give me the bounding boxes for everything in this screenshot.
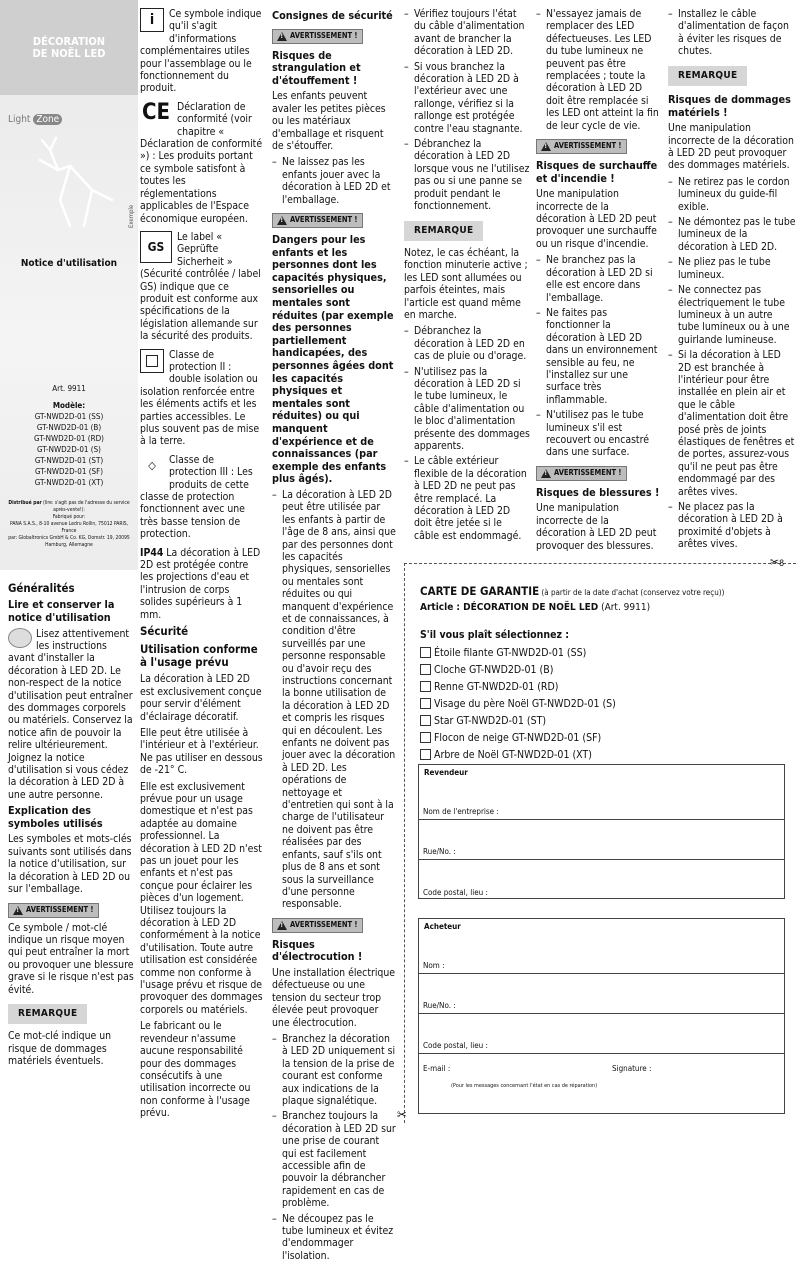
list-item: – Le câble extérieur flexible de la décoration à LED 2D ne peut pas être remplacé. La décoration à LED 2D doit être jetée si le câble est endommagé. — [404, 455, 530, 542]
remark-badge: REMARQUE — [668, 66, 747, 86]
models-heading: Modèle: — [52, 401, 86, 410]
explic-text: Les symboles et mots-clés suivants sont utilisés dans la notice d'utilisation, sur la décoration à LED 2D ou sur l'emballage. — [8, 833, 132, 896]
checkbox[interactable] — [420, 698, 431, 709]
gs-text: Le label « Geprüfte Sicherheit » (Sécurité contrôlée / label GS) indique que ce produit est conforme aux spécifications de la législation allemande sur la sécurité des produits. — [140, 230, 261, 343]
material-damage-heading: Risques de dommages matériels ! — [668, 93, 791, 119]
dangers-list — [272, 489, 396, 911]
signature-field[interactable]: Signature : — [612, 1064, 652, 1073]
ce-text: Déclaration de conformité (voir chapitre « Déclaration de conformité ») : Les produits portant ce symbole satisfont à toutes les réglementations applicables de l'Espace économique européen. — [140, 100, 263, 225]
injury-heading: Risques de blessures ! — [536, 485, 660, 499]
lire-heading: Lire et conserver la notice d'utilisation — [8, 598, 115, 624]
warranty-title: CARTE DE GARANTIE (à partir de la date d'achat (conservez votre reçu)) — [420, 584, 725, 598]
cover-panel — [0, 0, 138, 570]
cable-list — [404, 8, 530, 213]
damage-list — [404, 325, 530, 542]
usage-text-1: La décoration à LED 2D est exclusivement conçue pour servir d'élément d'éclairage décoratif. — [140, 673, 262, 723]
electrocution-list — [272, 1033, 396, 1262]
material-damage-list — [668, 176, 796, 551]
remark-text: Ce mot-clé indique un risque de dommages matériels éventuels. — [8, 1030, 112, 1068]
checkbox[interactable] — [420, 647, 431, 658]
buyer-heading: Acheteur — [424, 922, 461, 931]
ip44-text: La décoration à LED 2D est protégée contre les projections d'eau et l'intrusion de corps solides supérieurs à 1 mm. — [140, 546, 261, 621]
strangulation-list — [272, 156, 396, 206]
column-5 — [536, 8, 660, 556]
warn-text: Ce symbole / mot-clé indique un risque moyen qui peut entraîner la mort ou provoquer une blessure grave si le risque n'est pas évité. — [8, 921, 134, 996]
warning-badge: ! AVERTISSEMENT ! — [536, 139, 627, 154]
book-icon — [8, 628, 32, 648]
model-item: GT-NWD2D-01 (XT) — [34, 478, 104, 487]
cover-title-line2: DE NOËL LED — [32, 47, 106, 60]
info-icon: i — [140, 8, 164, 32]
class3-icon: ◇ — [148, 458, 156, 472]
distributor-info: Distribué par (lire: s'agit pas de l'adresse du service après-vente!): Fabriqué pour: PANA S.A.S., 8-10 avenue Ledru Rollin, 75012 PARIS, France par: Globaltronics GmbH & Co. KG, Domstr. 19, 20095 Hamburg, Allemagne — [8, 500, 130, 548]
remark-badge: REMARQUE — [8, 1004, 87, 1024]
cut-line-horizontal — [404, 563, 796, 564]
column-3 — [272, 8, 396, 1266]
scissors-icon: ✂8 — [770, 555, 785, 569]
model-item: GT-NWD2D-01 (B) — [36, 423, 102, 432]
example-label: Exemple — [128, 204, 135, 228]
column-4 — [404, 8, 530, 546]
list-item: – Ne placez pas la décoration à LED 2D à proximité d'objets à arêtes vives. — [668, 501, 796, 551]
cover-title-line1: DÉCORATION — [32, 35, 106, 48]
model-options — [420, 644, 792, 763]
warning-icon — [277, 32, 287, 41]
list-item: – Ne démontez pas le tube lumineux de la décoration à LED 2D. — [668, 216, 796, 253]
led-list — [536, 8, 660, 132]
electrocution-heading: Risques d'électrocution ! — [272, 937, 363, 964]
checkbox[interactable] — [420, 681, 431, 692]
fire-list — [536, 254, 660, 459]
model-list — [0, 383, 138, 488]
timer-note: Notez, le cas échéant, la fonction minuterie active ; les LED sont allumées ou parfois éteintes, mais l'article est quand même en marche. — [404, 246, 528, 321]
usage-heading: Utilisation conforme à l'usage prévu — [140, 641, 258, 669]
checkbox[interactable] — [420, 715, 431, 726]
list-item: – Si vous branchez la décoration à LED 2D à l'extérieur avec une rallonge, vérifiez si la rallonge est protégée contre l'eau stagnante. — [404, 61, 530, 135]
model-option[interactable]: Étoile filante GT-NWD2D-01 (SS) — [420, 644, 792, 661]
class2-icon — [140, 349, 164, 373]
ip44-label: IP44 — [140, 546, 164, 559]
fire-heading: Risques de surchauffe et d'incendie ! — [536, 159, 658, 185]
injury-text: Une manipulation incorrecte de la décoration à LED 2D peut provoquer des blessures. — [536, 502, 657, 552]
dangers-heading: Dangers pour les enfants et les personnes dont les capacités physiques, sensorielles ou mentales sont réduites (par exemple des personnes partiellement handicapées, des personnes âgées dont les capacités physiques et mentales sont réduites) ou qui manquent d'expérience et de connaissances (par exemple des enfants plus âgés). — [272, 233, 394, 486]
vendor-company-field[interactable]: Nom de l'entreprise : — [419, 780, 784, 820]
warning-icon — [277, 216, 287, 225]
explic-heading: Explication des symboles utilisés — [8, 804, 103, 830]
warning-icon — [13, 906, 23, 915]
models — [0, 411, 138, 488]
checkbox[interactable] — [420, 664, 431, 675]
ce-icon: CE — [141, 99, 171, 125]
column-6 — [668, 8, 796, 555]
warning-badge: ! AVERTISSEMENT ! — [272, 29, 363, 44]
warranty-card — [420, 584, 792, 763]
list-item: – Ne faites pas fonctionner la décoration à LED 2D dans un environnement sensible au feu, ne l'installez sur une surface très inflammable. — [536, 307, 660, 406]
remark-badge: REMARQUE — [404, 221, 483, 241]
list-item: – Débranchez la décoration à LED 2D en cas de pluie ou d'orage. — [404, 325, 530, 362]
cut-line-vertical — [404, 563, 405, 1123]
vendor-postal-field[interactable]: Code postal, lieu : — [423, 888, 488, 897]
column-2 — [140, 8, 264, 1124]
list-item: – Branchez la décoration à LED 2D uniquement si la tension de la prise de courant est conforme aux indications de la plaque signalétique. — [272, 1033, 396, 1107]
strangulation-heading: Risques de strangulation et d'étouffement ! — [272, 48, 361, 87]
usage-text-2: Elle peut être utilisée à l'intérieur et à l'extérieur. Ne pas utiliser en dessous de -21° C. — [140, 726, 263, 777]
securite-heading: Sécurité — [140, 624, 189, 639]
cover-title-band — [0, 0, 138, 95]
fire-text: Une manipulation incorrecte de la décoration à LED 2D peut provoquer une surchauffe ou un risque d'incendie. — [536, 188, 657, 250]
list-item: – Débranchez la décoration à LED 2D lorsque vous ne l'utilisez pas ou si une panne se produit pendant le fonctionnement. — [404, 138, 530, 212]
select-label: S'il vous plaît sélectionnez : — [420, 629, 570, 641]
list-item: – La décoration à LED 2D peut être utilisée par les enfants à partir de l'âge de 8 ans, ainsi que par des personnes dont les capacités physiques, sensorielles ou mentales sont réduites ou qui manquent d'expérience et de connaissances, à condition d'être surveillés par une personne responsable ou d'avoir reçu des instructions concernant la bonne utilisation de la décoration à LED 2D et compris les risques qui en découlent. Les enfants ne doivent pas jouer avec la décoration à LED 2D. Les opérations de nettoyage et d'entretien qui sont à la charge de l'utilisateur ne doivent pas être réalisées par des enfants, sauf s'ils ont plus de 8 ans et sont sous la surveillance d'une personne responsable. — [272, 489, 396, 911]
brand-logo: Light Zone — [8, 114, 62, 125]
list-item: – Branchez toujours la décoration à LED 2D sur une prise de courant qui est facilement accessible afin de pouvoir la débrancher rapidement en cas de problème. — [272, 1110, 396, 1209]
list-item: – Ne retirez pas le cordon lumineux du guide-fil exible. — [668, 176, 796, 213]
generalites-heading: Généralités — [8, 581, 75, 595]
lire-text: Lisez attentivement les instructions avant d'installer la décoration à LED 2D. Le non-respect de la notice d'utilisation peut entraîner des dommages corporels ou matériels. Conservez la notice afin de pouvoir la relire ultérieurement. Joignez la notice d'utilisation si vous cédez la décoration à LED 2D à une autre personne. — [8, 627, 133, 801]
usage-text-3: Elle est exclusivement prévue pour un usage domestique et n'est pas adaptée au domaine professionnel. La décoration à LED 2D n'est pas un jouet pour les enfants et n'est pas conçue pour éclairer les pièces d'un logement. Utilisez toujours la décoration à LED 2D conformément à la notice d'utilisation. Toute autre utilisation est considérée comme non conforme à l'usage prévu et risque de provoquer des dommages corporels ou matériels. — [140, 780, 263, 1016]
model-option[interactable]: Star GT-NWD2D-01 (ST) — [420, 712, 792, 729]
warning-badge: ! AVERTISSEMENT ! — [272, 213, 363, 228]
model-option[interactable]: Flocon de neige GT-NWD2D-01 (SF) — [420, 729, 792, 746]
warning-badge: ! AVERTISSEMENT ! — [272, 918, 363, 933]
model-option[interactable]: Visage du père Noël GT-NWD2D-01 (S) — [420, 695, 792, 712]
email-footnote: (Pour les messages concernant l'état en cas de réparation) — [451, 1083, 598, 1089]
buyer-name-field[interactable]: Nom : — [419, 934, 784, 974]
model-item: GT-NWD2D-01 (SS) — [34, 412, 104, 421]
list-item: – Installez le câble d'alimentation de façon à éviter les risques de chutes. — [668, 8, 796, 58]
list-item: – Ne pliez pas le tube lumineux. — [668, 256, 796, 281]
list-item: – Ne connectez pas électriquement le tube lumineux à un autre tube lumineux ou à une guirlande lumineuse. — [668, 284, 796, 346]
email-field[interactable]: E-mail : — [423, 1064, 451, 1073]
list-item: – N'utilisez pas la décoration à LED 2D si le tube lumineux, le câble d'alimentation ou le bloc d'alimentation présente des dommages apparents. — [404, 366, 530, 453]
model-item: GT-NWD2D-01 (SF) — [34, 467, 104, 476]
warning-icon — [541, 469, 551, 478]
consignes-heading: Consignes de sécurité — [272, 9, 393, 22]
buyer-street-field[interactable]: Rue/No. : — [419, 974, 784, 1014]
model-option[interactable]: Cloche GT-NWD2D-01 (B) — [420, 661, 792, 678]
electrocution-text: Une installation électrique défectueuse ou une tension du secteur trop élevée peut provoquer une électrocution. — [272, 966, 396, 1029]
column-1 — [8, 578, 134, 1072]
material-damage-text: Une manipulation incorrecte de la décoration à LED 2D peut provoquer des dommages matériels. — [668, 122, 794, 172]
class2-text: Classe de protection II : double isolation ou isolation renforcée entre les éléments actifs et les parties accessibles. Le plus souvent pas de mise à la terre. — [140, 348, 260, 448]
model-item: GT-NWD2D-01 (ST) — [34, 456, 104, 465]
vendor-street-field[interactable]: Rue/No. : — [419, 820, 784, 860]
vendor-heading: Revendeur — [424, 768, 468, 777]
model-option[interactable]: Arbre de Noël GT-NWD2D-01 (XT) — [420, 746, 792, 763]
list-item: – Ne découpez pas le tube lumineux et évitez d'endommager l'isolation. — [272, 1213, 396, 1263]
strangulation-text: Les enfants peuvent avaler les petites pièces ou les matériaux d'emballage et risquent de s'étouffer. — [272, 90, 386, 152]
checkbox[interactable] — [420, 732, 431, 743]
list-item: – N'essayez jamais de remplacer des LED défectueuses. Les LED du tube lumineux ne peuvent pas être remplacées ; toute la décoration à LED 2D doit être remplacée si les LED ont atteint la fin de leur cycle de vie. — [536, 8, 660, 132]
warning-icon — [541, 142, 551, 151]
warning-badge: ! AVERTISSEMENT ! — [8, 903, 99, 918]
manual-label: Notice d'utilisation — [20, 258, 118, 269]
article-number: Art. 9911 — [52, 384, 86, 393]
list-item: – N'utilisez pas le tube lumineux s'il est recouvert ou encastré dans une surface. — [536, 409, 660, 459]
list-item: – Si la décoration à LED 2D est branchée à l'intérieur pour être installée en plein air et que le câble d'alimentation doit être posé près de joints élastiques de fenêtres et de portes, assurez-vous qu'il ne peut pas être endommagé par des arêtes vives. — [668, 349, 796, 498]
gs-icon: GS — [140, 231, 172, 263]
list-item: – Ne branchez pas la décoration à LED 2D si elle est encore dans l'emballage. — [536, 254, 660, 304]
cable-install-list — [668, 8, 796, 58]
list-item: – Vérifiez toujours l'état du câble d'alimentation avant de brancher la décoration à LED 2D. — [404, 8, 530, 58]
info-text: Ce symbole indique qu'il s'agit d'informations complémentaires utiles pour l'assemblage ou le fonctionnement du produit. — [140, 8, 262, 95]
model-option[interactable]: Renne GT-NWD2D-01 (RD) — [420, 678, 792, 695]
warning-icon — [277, 921, 287, 930]
reindeer-illustration — [20, 130, 120, 230]
model-item: GT-NWD2D-01 (RD) — [34, 434, 104, 443]
checkbox[interactable] — [420, 749, 431, 760]
class3-text: Classe de protection III : Les produits de cette classe de protection fonctionnent avec une très basse tension de protection. — [140, 453, 253, 541]
scissors-icon-bottom: ✂ — [397, 1108, 407, 1123]
email-signature-row — [419, 1054, 784, 1108]
warning-badge: ! AVERTISSEMENT ! — [536, 466, 627, 481]
warranty-article: Article : DÉCORATION DE NOËL LED (Art. 9911) — [420, 602, 651, 613]
buyer-postal-field[interactable]: Code postal, lieu : — [419, 1014, 784, 1054]
list-item: – Ne laissez pas les enfants jouer avec la décoration à LED 2D et l'emballage. — [272, 156, 396, 206]
model-item: GT-NWD2D-01 (S) — [37, 445, 101, 454]
vendor-form — [418, 764, 785, 899]
buyer-form — [418, 918, 785, 1114]
usage-text-4: Le fabricant ou le revendeur n'assume aucune responsabilité pour des dommages consécutifs à une utilisation incorrecte ou non conforme à l'usage prévu. — [140, 1020, 251, 1120]
